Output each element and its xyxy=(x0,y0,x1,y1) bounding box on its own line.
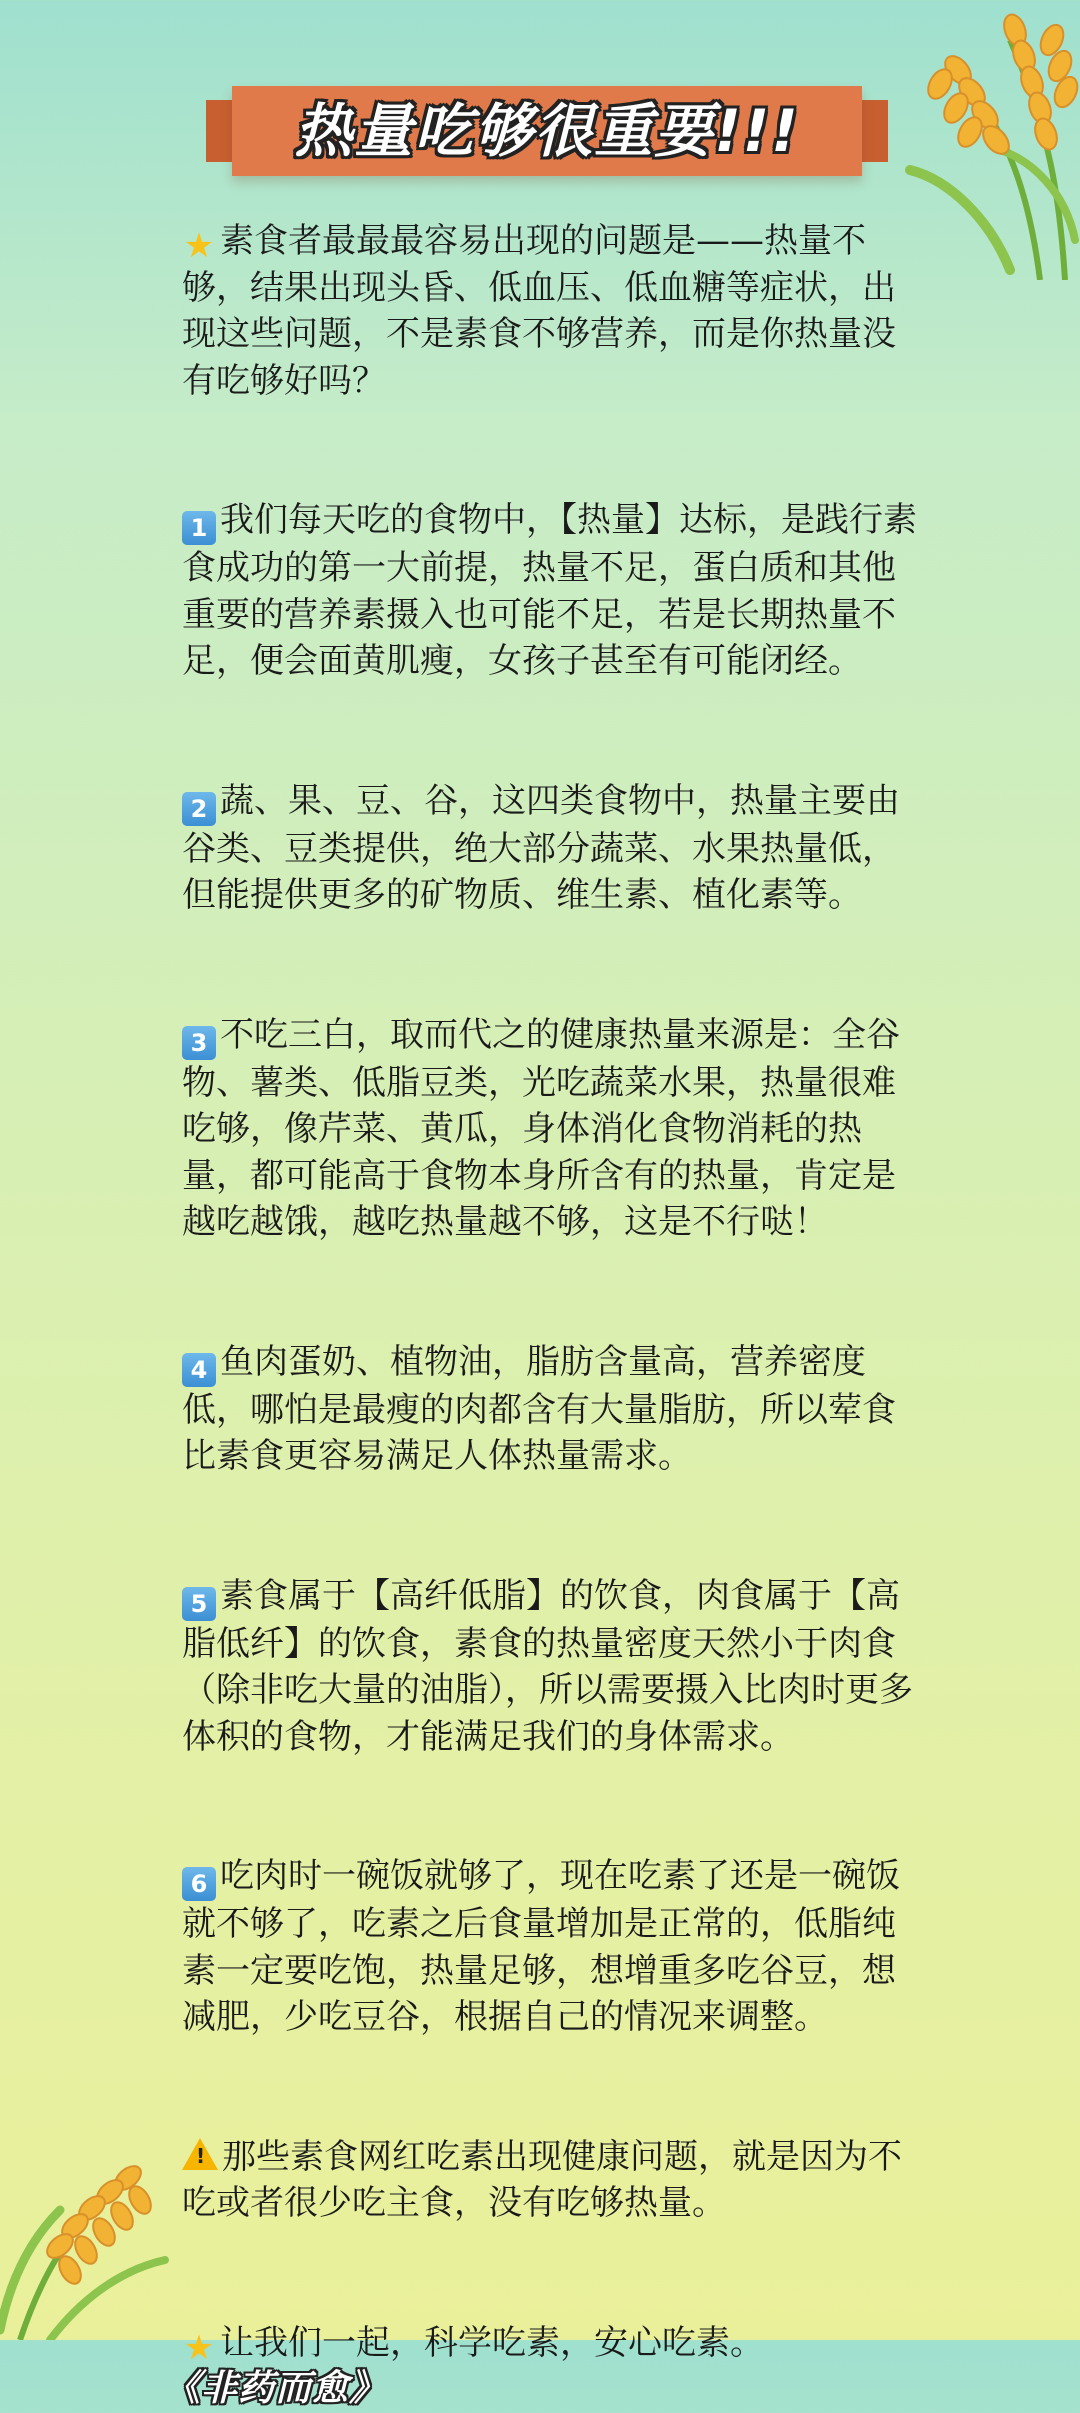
paragraph-text: 素食属于【高纤低脂】的饮食，肉食属于【高脂低纤】的饮食，素食的热量密度天然小于肉食（除非吃大量的油脂），所以需要摄入比肉时更多体积的食物，才能满足我们的身体需求。 xyxy=(182,1575,913,1757)
paragraph-point-6 xyxy=(182,1853,922,2041)
signature: 《非药而愈》 xyxy=(182,2368,387,2409)
paragraph-text: 吃肉时一碗饭就够了，现在吃素了还是一碗饭就不够了，吃素之后食量增加是正常的，低脂纯素一定要吃饱，热量足够，想增重多吃谷豆，想减肥，少吃豆谷，根据自己的情况来调整。 xyxy=(182,1856,900,2037)
paragraph-point-5 xyxy=(182,1573,922,1761)
rice-stalk-decoration-bottom xyxy=(0,2100,170,2340)
paragraph-warning xyxy=(182,2134,922,2227)
paragraph-point-1 xyxy=(182,497,922,685)
keycap-2-icon: 2 xyxy=(182,792,216,826)
star-icon: ★ xyxy=(183,2327,215,2368)
keycap-1-icon: 1 xyxy=(182,511,216,545)
paragraph-text: 不吃三白，取而代之的健康热量来源是：全谷物、薯类、低脂豆类，光吃蔬菜水果，热量很难吃够，像芹菜、黄瓜，身体消化食物消耗的热量，都可能高于食物本身所含有的热量，肯定是越吃越饿，越吃热量越不够，这是不行哒！ xyxy=(182,1014,900,1242)
paragraph-text: 我们每天吃的食物中，【热量】达标，是践行素食成功的第一大前提，热量不足，蛋白质和其他重要的营养素摄入也可能不足，若是长期热量不足，便会面黄肌瘦，女孩子甚至有可能闭经。 xyxy=(182,500,917,681)
paragraph-intro xyxy=(182,218,922,404)
keycap-6-icon: 6 xyxy=(182,1867,216,1901)
paragraph-point-2 xyxy=(182,778,922,919)
keycap-5-icon: 5 xyxy=(182,1587,216,1621)
paragraph-text: 让我们一起，科学吃素，安心吃素。 xyxy=(220,2322,764,2363)
keycap-3-icon: 3 xyxy=(182,1026,216,1060)
title-banner xyxy=(232,86,862,176)
paragraph-text: 鱼肉蛋奶、植物油，脂肪含量高，营养密度低，哪怕是最瘦的肉都含有大量脂肪，所以荤食比素食更容易满足人体热量需求。 xyxy=(182,1341,896,1476)
page-title: 热量吃够很重要!!! xyxy=(294,97,800,165)
star-icon: ★ xyxy=(183,226,215,266)
paragraph-text: 那些素食网红吃素出现健康问题，就是因为不吃或者很少吃主食，没有吃够热量。 xyxy=(182,2136,902,2223)
paragraph-point-4 xyxy=(182,1339,922,1480)
warning-icon: ! xyxy=(182,2138,218,2170)
article-body xyxy=(182,218,922,2413)
paragraph-text: 素食者最最最容易出现的问题是——热量不够，结果出现头昏、低血压、低血糖等症状，出现这些问题，不是素食不够营养，而是你热量没有吃够好吗？ xyxy=(182,221,896,401)
paragraph-text: 蔬、果、豆、谷，这四类食物中，热量主要由谷类、豆类提供，绝大部分蔬菜、水果热量低，但能提供更多的矿物质、维生素、植化素等。 xyxy=(182,780,900,915)
keycap-4-icon: 4 xyxy=(182,1353,216,1387)
paragraph-point-3 xyxy=(182,1012,922,1246)
paragraph-closing xyxy=(182,2320,922,2413)
